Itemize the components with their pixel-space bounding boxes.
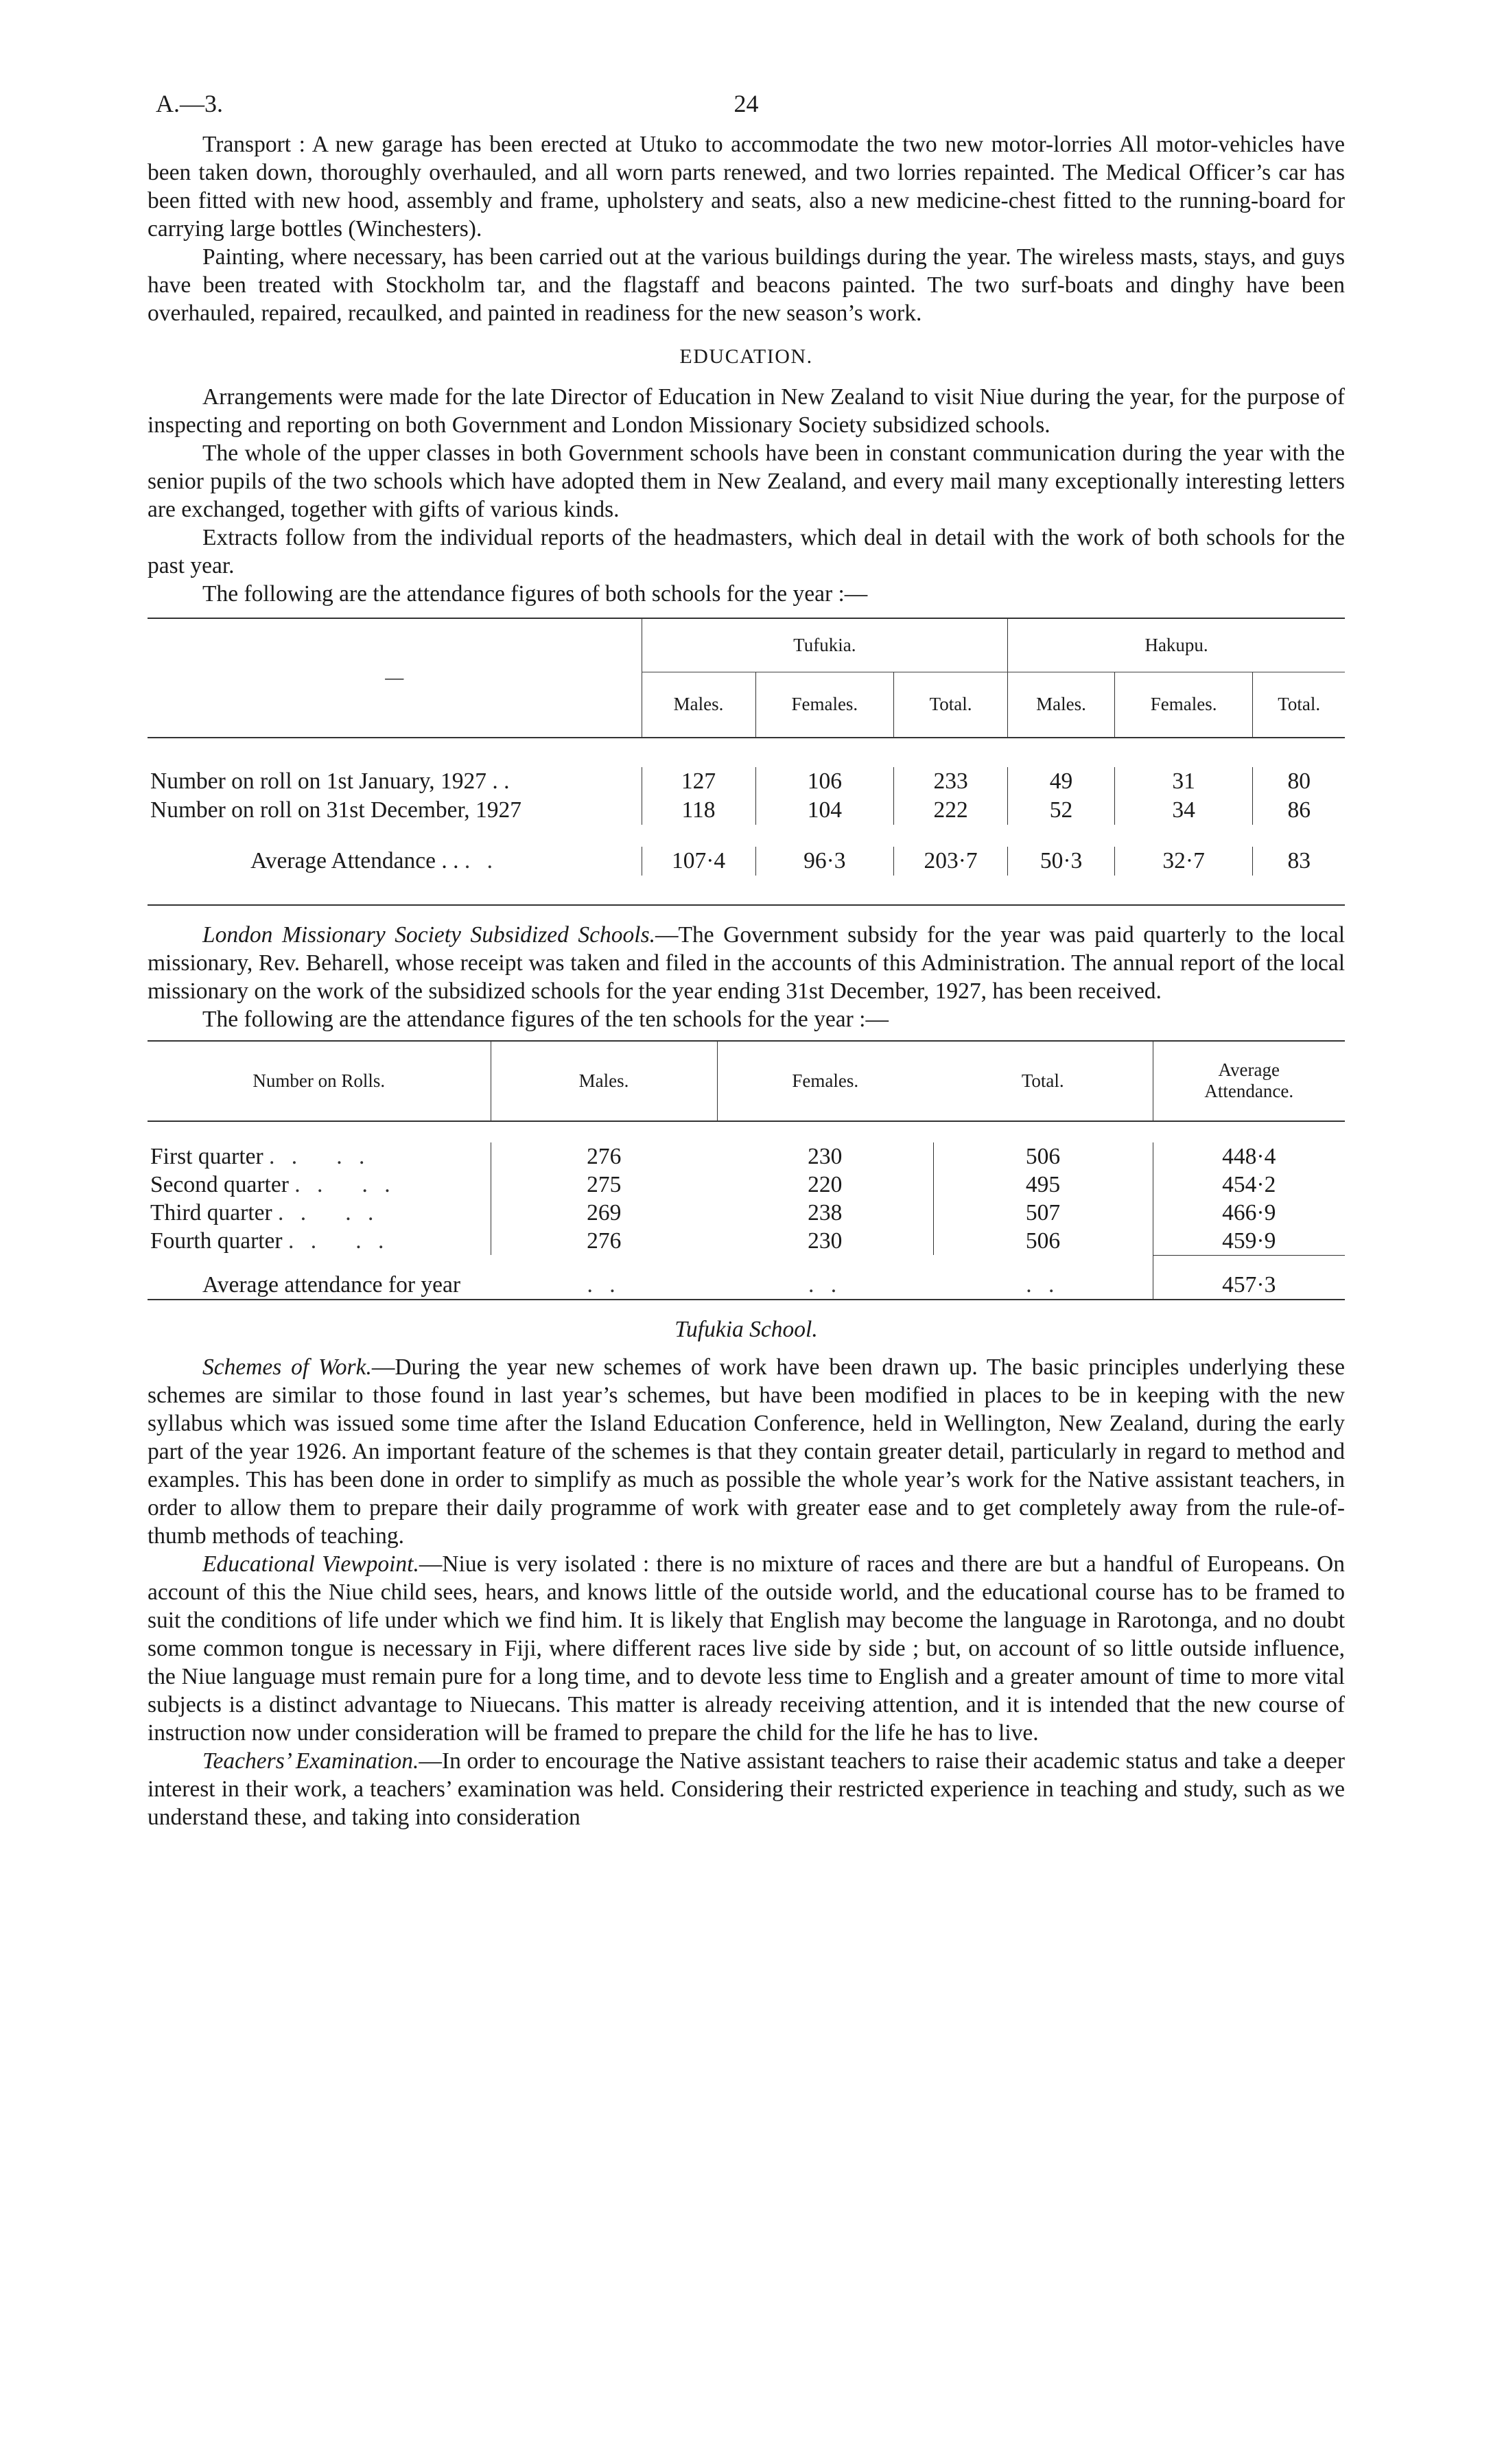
exam-paragraph — [148, 1747, 1345, 1831]
page-header — [148, 89, 1345, 130]
page-number: 24 — [733, 90, 759, 117]
row-label: Number on roll on 31st December, 1927 — [150, 797, 522, 823]
table-row — [148, 767, 1345, 796]
cell: 457·3 — [1153, 1271, 1345, 1300]
painting-paragraph: Painting, where necessary, has been carried out at the various buildings during the year. The wireless masts, stays, and guys have been treated with Stockholm tar, and the flagstaff and beacons painted. The two surf-boats and dinghy have been overhauled, repaired, recaulked, and painted in readiness for the new season’s work. — [148, 244, 1345, 326]
cell: 96·3 — [755, 847, 893, 876]
cell: 507 — [933, 1199, 1153, 1227]
cell: 106 — [755, 767, 893, 796]
cell: 466·9 — [1153, 1199, 1345, 1227]
cell: 495 — [933, 1171, 1153, 1199]
table-corner-dash: — — [148, 618, 642, 738]
row-label — [148, 847, 642, 876]
leader-dots: . . . . — [269, 1143, 371, 1169]
hakupu-group-header: Hakupu. — [1008, 618, 1345, 672]
cell: 276 — [491, 1227, 717, 1256]
row-label: Second quarter — [150, 1171, 289, 1197]
cell: 238 — [808, 1199, 843, 1225]
column-header: Females. — [1114, 672, 1252, 738]
lms-title: London Missionary Society Subsidized Schools. — [202, 922, 655, 948]
average-label: Average attendance for year — [202, 1271, 461, 1298]
lms-attendance-table — [148, 1040, 1345, 1300]
column-header: Total. — [894, 672, 1008, 738]
cell: 104 — [755, 796, 893, 825]
cell: 203·7 — [894, 847, 1008, 876]
cell: 275 — [491, 1171, 717, 1199]
cell: 230 — [808, 1143, 843, 1169]
tufukia-group-header: Tufukia. — [642, 618, 1008, 672]
government-schools-attendance-table — [148, 618, 1345, 906]
cell: 32·7 — [1114, 847, 1252, 876]
lms-following-paragraph: The following are the attendance figures of the ten schools for the year :— — [202, 1006, 889, 1032]
table-row — [148, 796, 1345, 825]
column-header: Average Attendance. — [1153, 1041, 1345, 1121]
column-header: Number on Rolls. — [148, 1041, 491, 1121]
cell: 80 — [1253, 767, 1345, 796]
table-row — [148, 1142, 1345, 1171]
education-paragraph: Extracts follow from the individual reports of the headmasters, which deal in detail with the work of both schools for the past year. — [148, 525, 1345, 578]
cell: 83 — [1253, 847, 1345, 876]
cell: 52 — [1008, 796, 1115, 825]
page — [148, 89, 1345, 1831]
cell: 107·4 — [642, 847, 755, 876]
cell: 86 — [1253, 796, 1345, 825]
row-label: Third quarter — [150, 1199, 272, 1225]
viewpoint-title: Educational Viewpoint. — [202, 1551, 419, 1577]
table-row-average — [148, 847, 1345, 876]
document-reference: A.—3. — [156, 90, 223, 117]
column-header: Males. — [642, 672, 755, 738]
row-label: First quarter — [150, 1143, 263, 1169]
leader-dots: . . — [464, 847, 499, 873]
table-row — [148, 1227, 1345, 1256]
leader-dots: . . . . — [278, 1199, 379, 1225]
leader-dots: . . . . — [287, 1228, 390, 1254]
row-label: Fourth quarter — [150, 1228, 283, 1254]
cell: 506 — [933, 1142, 1153, 1171]
table-row-average — [148, 1271, 1345, 1300]
cell: 127 — [642, 767, 755, 796]
cell: 50·3 — [1008, 847, 1115, 876]
column-header: Females. — [755, 672, 893, 738]
schemes-text: —During the year new schemes of work have been drawn up. The basic principles underlying these schemes are similar to those found in last year’s schemes, but have been modified in places to be in keeping with the new syllabus which was issued some time after the Island Education Conference, held in Wellington, New Zealand, during the early part of the year 1926. An important feature of the schemes is that they contain greater detail, particularly in regard to method and examples. This has been done in order to simplify as much as possible the whole year’s work for the Native assistant teachers, in order to allow them to prepare their daily programme of work with greater ease and to get completely away from the rule-of-thumb methods of teaching. — [148, 1354, 1345, 1549]
column-header: Males. — [491, 1041, 717, 1121]
average-label: Average Attendance . . — [250, 847, 459, 873]
cell: 49 — [1008, 767, 1115, 796]
column-header: Total. — [933, 1041, 1153, 1121]
education-paragraph: The following are the attendance figures of both schools for the year :— — [202, 581, 868, 607]
cell: 220 — [808, 1171, 843, 1197]
exam-title: Teachers’ Examination. — [202, 1748, 419, 1774]
cell: . . — [587, 1271, 621, 1298]
lms-text: —The Government subsidy for the year was paid quarterly to the local missionary, Rev. Beharell, whose receipt was taken and filed in the accounts of this Administration. The annual report of the local missionary on the work of the subsidized schools for the year ending 31st December, 1927, has been received. — [148, 922, 1345, 1004]
cell: 31 — [1114, 767, 1252, 796]
cell: 230 — [808, 1228, 843, 1254]
column-header: Total. — [1253, 672, 1345, 738]
schemes-paragraph — [148, 1353, 1345, 1550]
lms-paragraph — [148, 921, 1345, 1005]
cell: . . — [1026, 1271, 1060, 1298]
cell: 233 — [894, 767, 1008, 796]
cell: 506 — [933, 1227, 1153, 1256]
column-header: Females. — [717, 1041, 933, 1121]
viewpoint-text: —Niue is very isolated : there is no mixture of races and there are but a handful of Europeans. On account of this the Niue child sees, hears, and knows little of the outside world, and the educational course has to be framed to suit the conditions of life under which we find him. It is likely that English may become the language in Rarotonga, and no doubt some common tongue is necessary in Fiji, where different races live side by side ; but, on account of so little outside influence, the Niue language must remain pure for a long time, and to devote less time to English and a greater amount of time to more vital subjects is a distinct advantage to Niuecans. This matter is already receiving attention, and it is intended that the new course of instruction now under consideration will be framed to prepare the child for the life he has to live. — [148, 1551, 1345, 1746]
education-paragraph: The whole of the upper classes in both Government schools have been in constant communication during the year with the senior pupils of the two schools which have adopted them in New Zealand, and every mail many exceptionally interesting letters are exchanged, together with gifts of various kinds. — [148, 441, 1345, 522]
viewpoint-paragraph — [148, 1550, 1345, 1747]
cell: 118 — [642, 796, 755, 825]
leader-dots: . . . . — [294, 1171, 396, 1197]
cell: 222 — [894, 796, 1008, 825]
exam-text: —In order to encourage the Native assistant teachers to raise their academic status and take a deeper interest in their work, a teachers’ examination was held. Considering their restricted experience in teaching and study, such as we understand these, and taking into consideration — [148, 1748, 1345, 1830]
cell: . . — [808, 1271, 843, 1298]
table-row — [148, 1199, 1345, 1227]
cell: 448·4 — [1153, 1142, 1345, 1171]
education-paragraph: Arrangements were made for the late Director of Education in New Zealand to visit Niue during the year, for the purpose of inspecting and reporting on both Government and London Missionary Society subsidized schools. — [148, 384, 1345, 438]
table-row — [148, 1171, 1345, 1199]
cell: 276 — [491, 1142, 717, 1171]
cell: 454·2 — [1153, 1171, 1345, 1199]
column-header: Males. — [1008, 672, 1115, 738]
cell: 459·9 — [1153, 1227, 1345, 1256]
schemes-title: Schemes of Work. — [202, 1354, 372, 1380]
education-heading: EDUCATION. — [679, 345, 813, 368]
transport-paragraph: Transport : A new garage has been erected at Utuko to accommodate the two new motor-lorries All motor-vehicles have been taken down, thoroughly overhauled, and all worn parts renewed, and two lorries repainted. The Medical Officer’s car has been fitted with new hood, assembly and frame, upholstery and seats, also a new medicine-chest fitted to the running-board for carrying large bottles (Winchesters). — [148, 132, 1345, 242]
row-label: Number on roll on 1st January, 1927 . . — [150, 768, 510, 794]
cell: 34 — [1114, 796, 1252, 825]
cell: 269 — [491, 1199, 717, 1227]
tufukia-heading: Tufukia School. — [674, 1316, 818, 1342]
